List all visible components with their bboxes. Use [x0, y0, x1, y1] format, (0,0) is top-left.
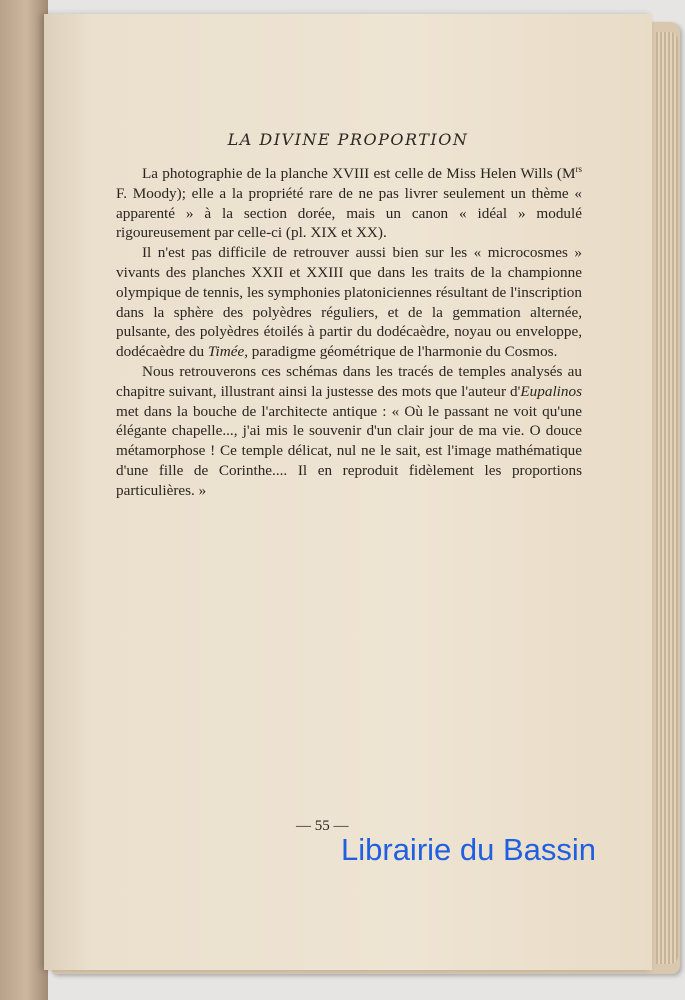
superscript-mrs: rs — [575, 163, 582, 174]
paragraph-2: Il n'est pas difficile de retrouver aussi bien sur les « microcosmes » vivants des planches XXII et XXIII que dans les traits de la championne olympique de tennis, les symphonies platoniciennes résultant de l'inscription dans la sphère des polyèdres réguliers, et de la gemmation alternée, pulsante, des polyèdres étoilés à partir du dodécaèdre, noyau ou enveloppe, dodécaèdre du Timée, paradigme géométrique de l'harmonie du Cosmos. — [116, 244, 582, 361]
title-eupalinos: Eupalinos — [520, 382, 582, 400]
body-text — [116, 164, 582, 501]
page-number: — 55 — — [296, 818, 349, 834]
paragraph-1: La photographie de la planche XVIII est celle de Miss Helen Wills ($M^{rs}$ F. Moody); elle a la propriété rare de ne pas livrer seulement un thème « apparenté » à la section dorée, mais un canon « idéal » modulé rigoureusement par celle-ci (pl. XIX et XX). — [116, 163, 582, 242]
paragraph-3: Nous retrouverons ces schémas dans les tracés de temples analysés au chapitre suivant, illustrant ainsi la justesse des mots que l'auteur d'Eupalinos met dans la bouche de l'architecte antique : « Où le passant ne voit qu'une élégante chapelle..., j'ai mis le souvenir d'un clair jour de ma vie. O douce métamorphose ! Ce temple délicat, nul ne le sait, est l'image mathématique d'une fille de Corinthe.... Il en reproduit fidèlement les proportions particulières. » — [116, 362, 582, 499]
title-timee: Timée — [207, 343, 245, 361]
book-spine-shadow — [0, 0, 48, 1000]
book-page — [44, 14, 652, 970]
bookseller-watermark: Librairie du Bassin — [341, 832, 597, 867]
running-title: LA DIVINE PROPORTION — [227, 130, 469, 149]
